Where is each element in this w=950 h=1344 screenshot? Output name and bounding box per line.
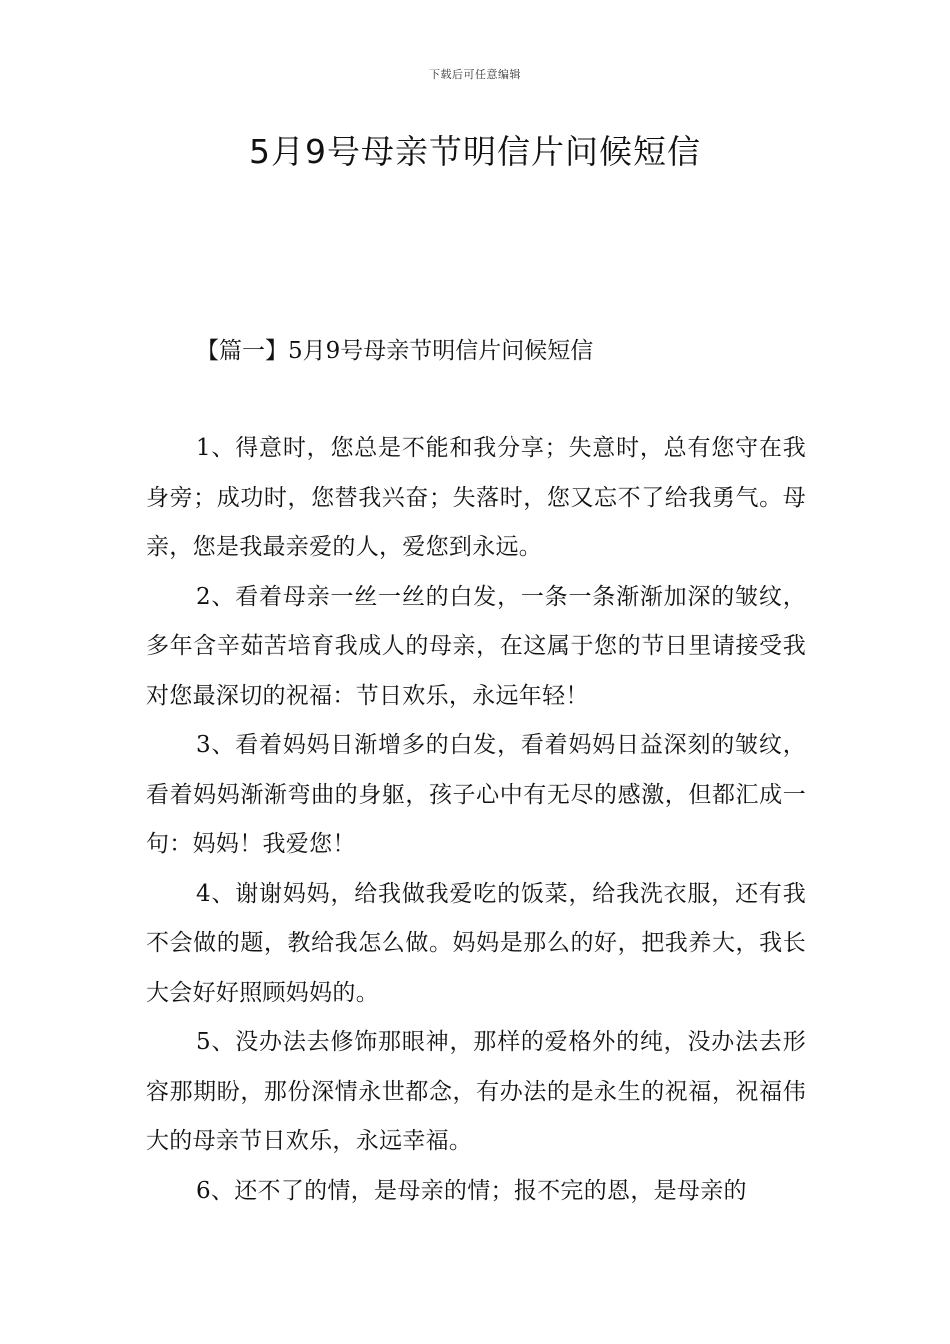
paragraph-2: 2、看着母亲一丝一丝的白发，一条一条渐渐加深的皱纹，多年含辛茹苦培育我成人的母亲，在这属于您的节日里请接受我对您最深切的祝福：节日欢乐，永远年轻！ — [146, 583, 806, 709]
header-note: 下载后可任意编辑 — [429, 68, 521, 81]
document-title: 5月9号母亲节明信片问候短信 — [249, 132, 701, 171]
body-text — [146, 424, 806, 1216]
paragraph-6: 6、还不了的情，是母亲的情；报不完的恩，是母亲的 — [196, 1177, 747, 1204]
section-heading: 【篇一】5月9号母亲节明信片问候短信 — [196, 338, 594, 364]
paragraph-5: 5、没办法去修饰那眼神，那样的爱格外的纯，没办法去形容那期盼，那份深情永世都念，有办法的是永生的祝福，祝福伟大的母亲节日欢乐，永远幸福。 — [146, 1029, 806, 1154]
paragraph-1: 1、得意时，您总是不能和我分享；失意时，总有您守在我身旁；成功时，您替我兴奋；失落时，您又忘不了给我勇气。母亲，您是我最亲爱的人，爱您到永远。 — [146, 435, 806, 560]
paragraph-3: 3、看着妈妈日渐增多的白发，看着妈妈日益深刻的皱纹，看着妈妈渐渐弯曲的身躯，孩子心中有无尽的感激，但都汇成一句：妈妈！我爱您！ — [146, 732, 806, 857]
paragraph-4: 4、谢谢妈妈，给我做我爱吃的饭菜，给我洗衣服，还有我不会做的题，教给我怎么做。妈妈是那么的好，把我养大，我长大会好好照顾妈妈的。 — [146, 880, 806, 1006]
